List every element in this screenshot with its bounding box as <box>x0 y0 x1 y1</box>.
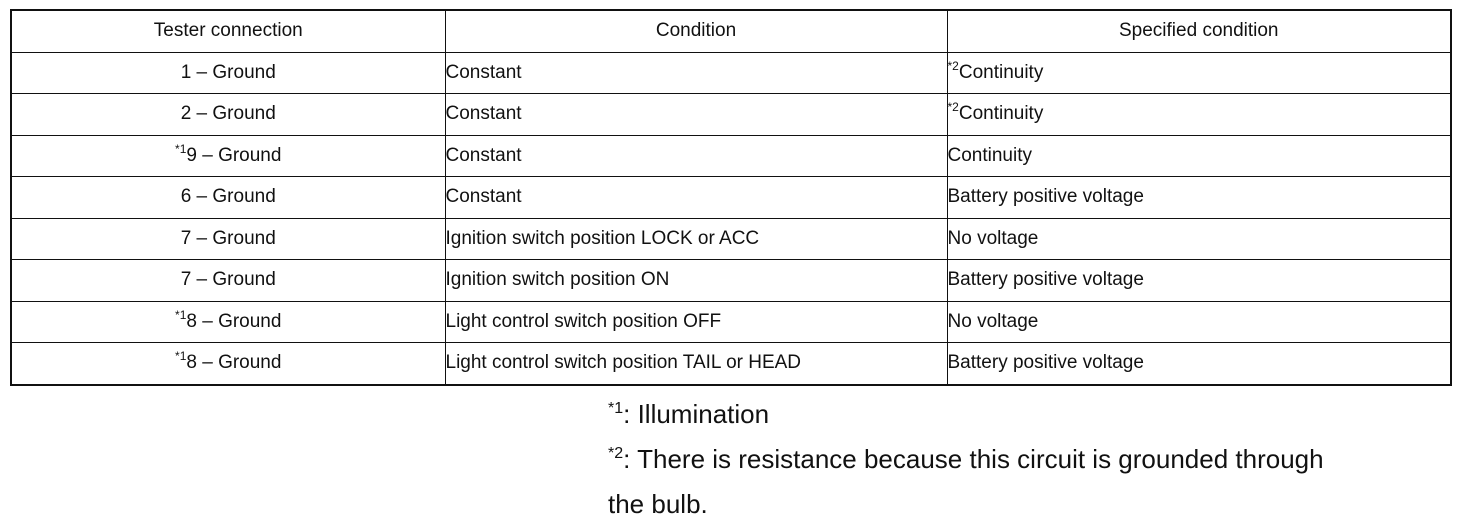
specified-condition-cell <box>947 52 1451 94</box>
tester-connection-cell <box>11 135 445 177</box>
tester-connection-cell <box>11 343 445 385</box>
header-tester-connection: Tester connection <box>11 10 445 52</box>
specified-condition-cell <box>947 94 1451 136</box>
connection-text: 6 – Ground <box>180 186 276 208</box>
specified-condition-cell <box>947 177 1451 219</box>
condition-cell: Light control switch position OFF <box>445 301 947 343</box>
footnote-text: the bulb. <box>608 489 708 519</box>
footnote-mark: *1 <box>175 307 187 322</box>
specified-text: No voltage <box>947 227 1039 249</box>
connection-text: 8 – Ground <box>186 352 282 374</box>
condition-cell: Light control switch position TAIL or HEAD <box>445 343 947 385</box>
condition-cell: Ignition switch position LOCK or ACC <box>445 218 947 260</box>
footnote-mark: *2 <box>608 445 624 462</box>
tester-connection-cell <box>11 218 445 260</box>
specified-text: Battery positive voltage <box>947 352 1144 374</box>
connection-text: 7 – Ground <box>180 269 276 291</box>
header-condition: Condition <box>445 10 947 52</box>
tester-connection-cell <box>11 260 445 302</box>
specified-text: No voltage <box>947 310 1039 332</box>
connection-text: 8 – Ground <box>186 310 282 332</box>
connection-text: 9 – Ground <box>186 144 282 166</box>
specified-condition-cell <box>947 218 1451 260</box>
table-row <box>11 94 1451 136</box>
table-row <box>11 52 1451 94</box>
table-row <box>11 218 1451 260</box>
table-row <box>11 301 1451 343</box>
specified-condition-cell <box>947 260 1451 302</box>
footnote-text: : Illumination <box>623 399 770 429</box>
specified-condition-cell <box>947 135 1451 177</box>
tester-connection-cell <box>11 301 445 343</box>
tester-connection-table <box>10 9 1452 386</box>
table-row <box>11 135 1451 177</box>
specified-text: Continuity <box>958 61 1044 83</box>
footnote-mark: *1 <box>175 141 187 156</box>
table-header-row <box>11 10 1451 52</box>
specified-text: Continuity <box>958 103 1044 125</box>
footnote-mark: *1 <box>608 400 624 417</box>
specified-text: Continuity <box>947 144 1032 166</box>
header-specified-condition: Specified condition <box>947 10 1451 52</box>
condition-cell: Constant <box>445 94 947 136</box>
tester-connection-cell <box>11 94 445 136</box>
condition-cell: Constant <box>445 52 947 94</box>
footnote-mark: *2 <box>947 58 959 73</box>
specified-text: Battery positive voltage <box>947 186 1144 208</box>
footnote-text: : There is resistance because this circuit is grounded through <box>623 444 1324 474</box>
connection-text: 7 – Ground <box>180 227 276 249</box>
footnote-2 <box>608 439 1468 484</box>
footnote-mark: *2 <box>947 100 959 115</box>
footnote-mark: *1 <box>175 349 187 364</box>
specified-condition-cell <box>947 343 1451 385</box>
table-row <box>11 343 1451 385</box>
tester-connection-cell <box>11 177 445 219</box>
condition-cell: Constant <box>445 177 947 219</box>
tester-connection-cell <box>11 52 445 94</box>
connection-text: 2 – Ground <box>180 103 276 125</box>
footnote-1 <box>608 394 1468 439</box>
footnotes <box>608 394 1468 529</box>
connection-text: 1 – Ground <box>180 61 276 83</box>
table-row <box>11 260 1451 302</box>
specified-condition-cell <box>947 301 1451 343</box>
condition-cell: Ignition switch position ON <box>445 260 947 302</box>
table-row <box>11 177 1451 219</box>
condition-cell: Constant <box>445 135 947 177</box>
footnote-2-continued <box>608 484 1468 529</box>
specified-text: Battery positive voltage <box>947 269 1144 291</box>
